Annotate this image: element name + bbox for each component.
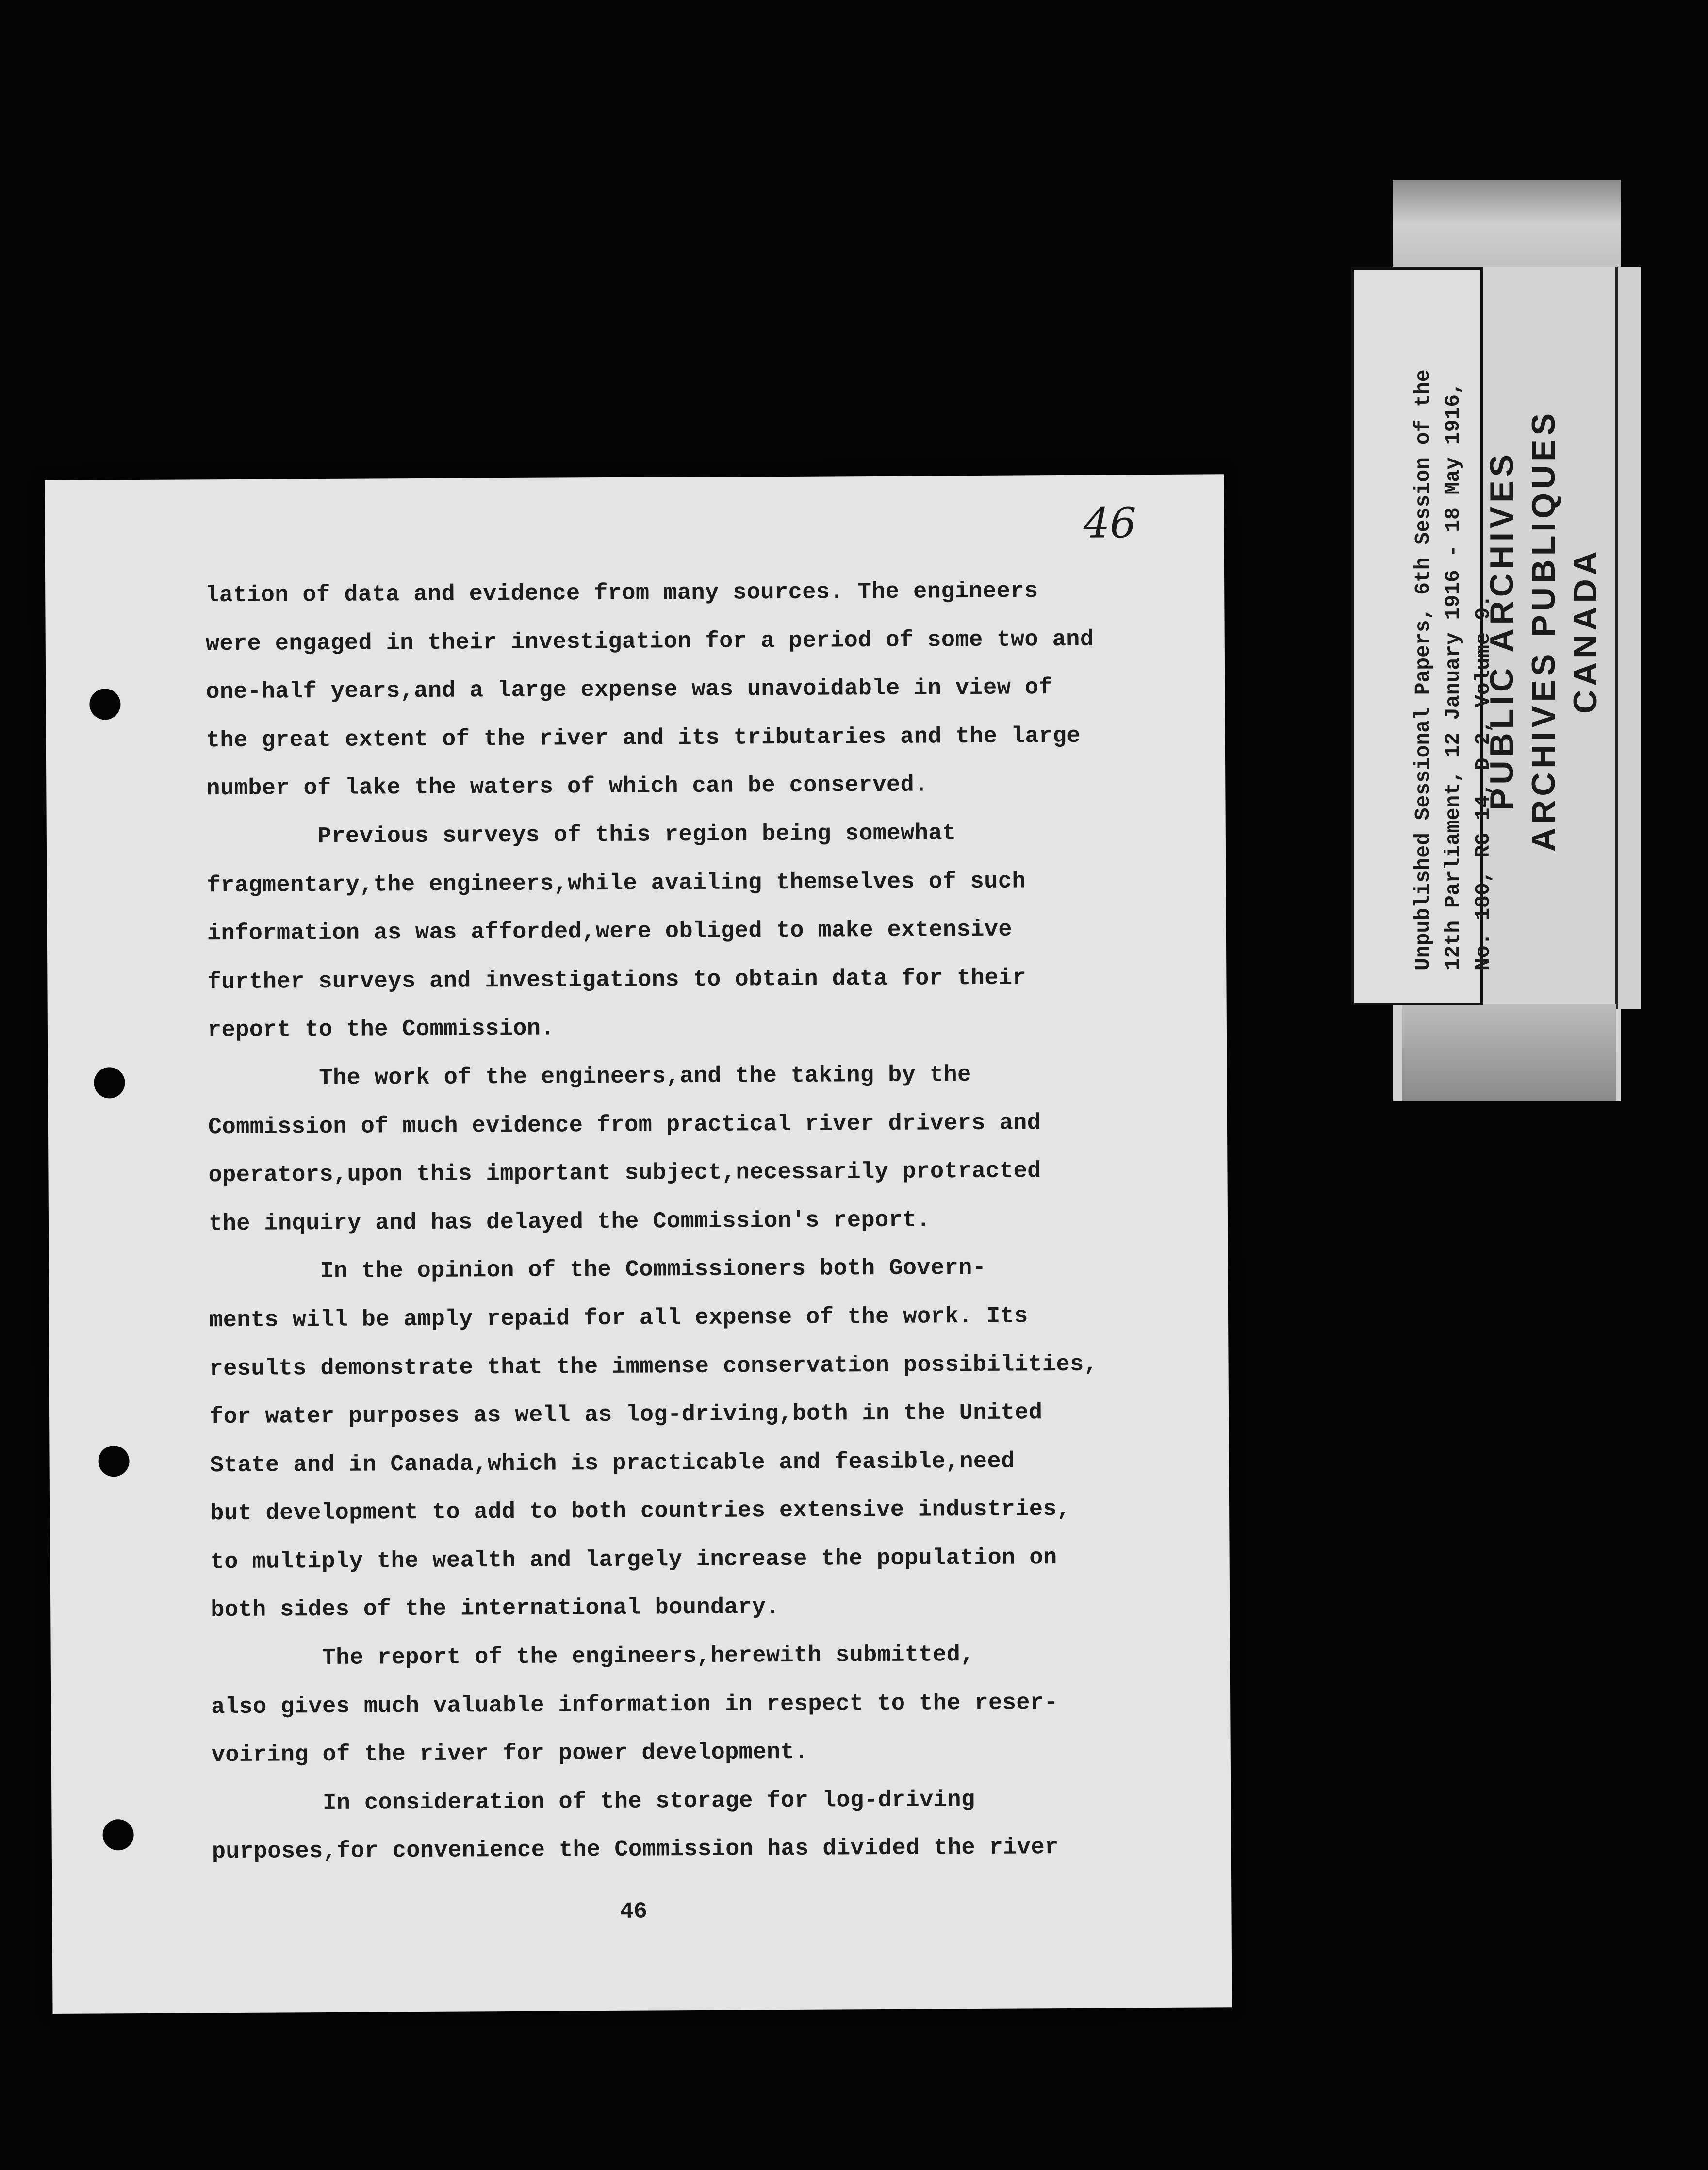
- tab-side-strip: [1615, 267, 1641, 1009]
- text-line: also gives much valuable information in respect to the reser-: [211, 1690, 1058, 1720]
- text-line: both sides of the international boundary.: [211, 1595, 780, 1624]
- text-line: the inquiry and has delayed the Commission's report.: [208, 1207, 931, 1237]
- text-line: operators,upon this important subject,necessarily protracted: [208, 1158, 1041, 1189]
- text-line: The report of the engineers,herewith submitted,: [211, 1642, 975, 1672]
- stamp-line: ARCHIVES PUBLIQUES: [1525, 410, 1562, 852]
- citation-line: No. 180, RG 14, D 2, Volume 9.: [1471, 594, 1495, 970]
- punch-hole: [102, 1819, 133, 1850]
- tab-bottom-edge: [1402, 1004, 1616, 1101]
- punch-hole: [89, 689, 120, 720]
- text-line: voiring of the river for power development.: [211, 1740, 808, 1769]
- text-line: results demonstrate that the immense conservation possibilities,: [209, 1351, 1098, 1382]
- punch-hole: [98, 1446, 129, 1477]
- text-line: the great extent of the river and its tributaries and the large: [206, 723, 1081, 754]
- citation-line: Unpublished Sessional Papers, 6th Session of the: [1411, 369, 1435, 970]
- citation-line: 12th Parliament, 12 January 1916 - 18 May 1916,: [1441, 382, 1465, 970]
- document-page: [45, 474, 1232, 2014]
- text-line: information as was afforded,were obliged to make extensive: [207, 917, 1013, 947]
- text-line: number of lake the waters of which can be conserved.: [206, 772, 928, 802]
- text-line: but development to add to both countries extensive industries,: [210, 1496, 1071, 1527]
- text-line: In consideration of the storage for log-driving: [212, 1787, 975, 1817]
- punch-hole: [94, 1067, 125, 1098]
- handwritten-folio-number: 46: [1083, 499, 1137, 548]
- text-line: Previous surveys of this region being somewhat: [206, 821, 956, 851]
- stamp-line: PUBLIC ARCHIVES: [1483, 451, 1520, 810]
- text-line: report to the Commission.: [207, 1016, 555, 1044]
- text-line: The work of the engineers,and the taking by the: [208, 1062, 971, 1092]
- text-line: Commission of much evidence from practical river drivers and: [208, 1110, 1041, 1140]
- text-line: In the opinion of the Commissioners both Govern-: [209, 1255, 986, 1285]
- text-line: ments will be amply repaid for all expense of the work. Its: [209, 1303, 1028, 1334]
- text-line: fragmentary,the engineers,while availing themselves of such: [207, 868, 1026, 899]
- text-line: were engaged in their investigation for a period of some two and: [205, 626, 1094, 657]
- stamp-line: CANADA: [1567, 547, 1604, 714]
- text-line: lation of data and evidence from many sources. The engineers: [205, 578, 1038, 609]
- text-line: further surveys and investigations to obtain data for their: [207, 965, 1027, 996]
- text-line: purposes,for convenience the Commission has divided the river: [212, 1835, 1059, 1865]
- text-line: for water purposes as well as log-driving,both in the United: [209, 1400, 1043, 1430]
- text-line: State and in Canada,which is practicable and feasible,need: [210, 1448, 1015, 1479]
- text-line: one-half years,and a large expense was unavoidable in view of: [206, 675, 1053, 706]
- page-number: 46: [620, 1899, 648, 1925]
- typed-body-text: [205, 567, 1173, 1876]
- public-archives-stamp: [1481, 410, 1606, 852]
- text-line: to multiply the wealth and largely increase the population on: [210, 1545, 1057, 1576]
